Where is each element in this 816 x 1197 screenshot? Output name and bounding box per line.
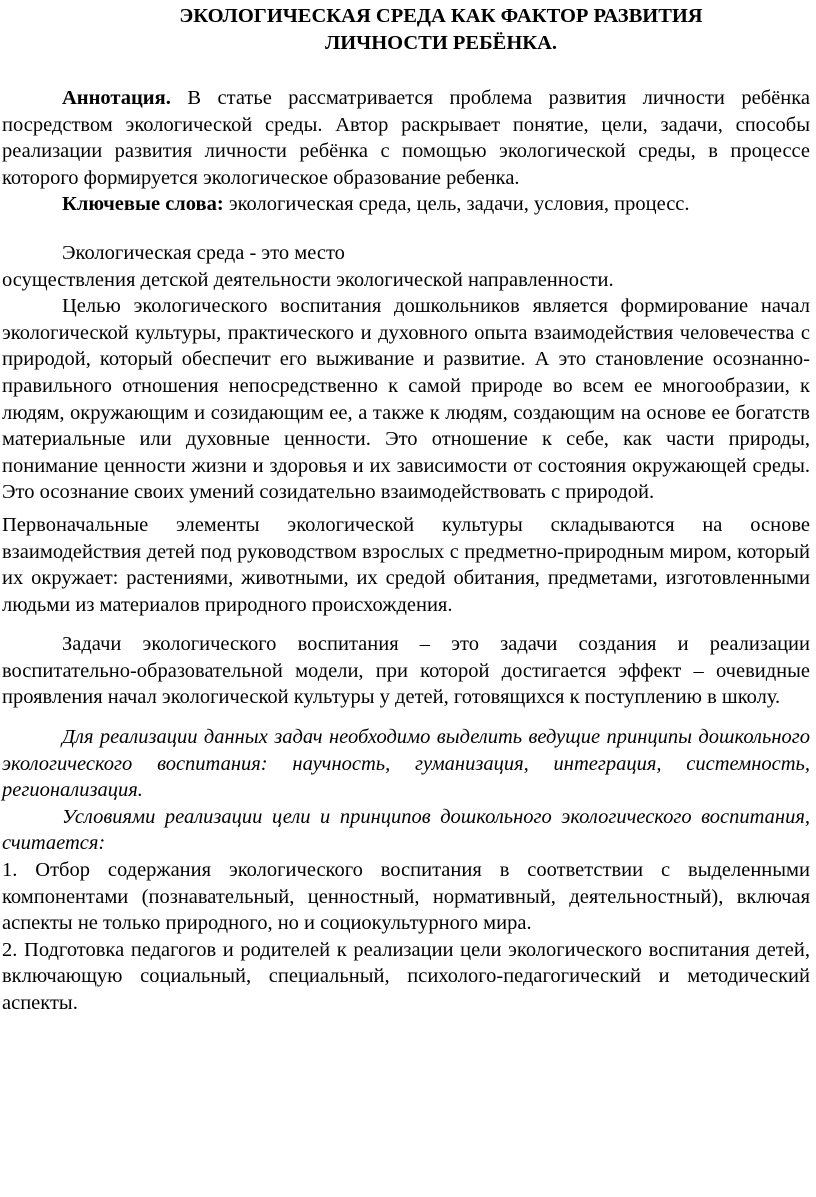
keywords-label: Ключевые слова: xyxy=(62,193,224,216)
keywords-paragraph xyxy=(2,191,810,218)
tasks-paragraph: Задачи экологического воспитания – это задачи создания и реализации воспитательно-образовательной модели, при которой достигается эффект – очевидные проявления начал экологической культуры у детей, готовящихся к поступлению в школу. xyxy=(2,633,810,709)
title-line-1: ЭКОЛОГИЧЕСКАЯ СРЕДА КАК ФАКТОР РАЗВИТИЯ xyxy=(179,5,703,27)
definition-line-2: осуществления детской деятельности экологической направленности. xyxy=(2,268,614,291)
definition-line-1: Экологическая среда - это место xyxy=(62,241,345,264)
annotation-paragraph xyxy=(2,85,810,191)
conditions-intro: Условиями реализации цели и принципов дошкольного экологического воспитания, считается: xyxy=(2,805,810,855)
principles-paragraph: Для реализации данных задач необходимо выделить ведущие принципы дошкольного экологического воспитания: научность, гуманизация, интеграция, системность, регионализация. xyxy=(2,726,810,802)
list-item: 1. Отбор содержания экологического воспитания в соответствии с выделенными компонентами (познавательный, ценностный, нормативный, деятельностный), включая аспекты не только природного, но и социокультурного мира. xyxy=(2,859,810,935)
list-item: 2. Подготовка педагогов и родителей к реализации цели экологического воспитания детей, включающую социальный, специальный, психолого-педагогический и методический аспекты. xyxy=(2,938,810,1014)
goal-paragraph: Целью экологического воспитания дошкольников является формирование начал экологической культуры, практического и духовного опыта взаимодействия человечества с природой, который обеспечит его выживание и развитие. А это становление осознанно-правильного отношения непосредственно к самой природе во всем ее многообразии, к людям, окружающим и созидающим ее, а также к людям, создающим на основе ее богатств материальные или духовные ценности. Это отношение к себе, как части природы, понимание ценности жизни и здоровья и их зависимости от состояния окружающей среды. Это осознание своих умений созидательно взаимодействовать с природой. xyxy=(2,295,810,504)
elements-paragraph: Первоначальные элементы экологической культуры складываются на основе взаимодействия детей под руководством взрослых с предметно-природным миром, который их окружает: растениями, животными, их средой обитания, предметами, изготовленными людьми из материалов природного происхождения. xyxy=(2,513,810,616)
article-title xyxy=(2,0,810,57)
annotation-text: В статье рассматривается проблема развития личности ребёнка посредством экологической среды. Автор раскрывает понятие, цели, задачи, способы реализации развития личности ребёнка с помощью экологической среды, в процессе которого формируется экологическое образование ребенка. xyxy=(2,87,810,189)
keywords-text: экологическая среда, цель, задачи, условия, процесс. xyxy=(223,193,690,216)
annotation-label: Аннотация. xyxy=(62,87,171,109)
title-line-2: ЛИЧНОСТИ РЕБЁНКА. xyxy=(324,32,558,54)
